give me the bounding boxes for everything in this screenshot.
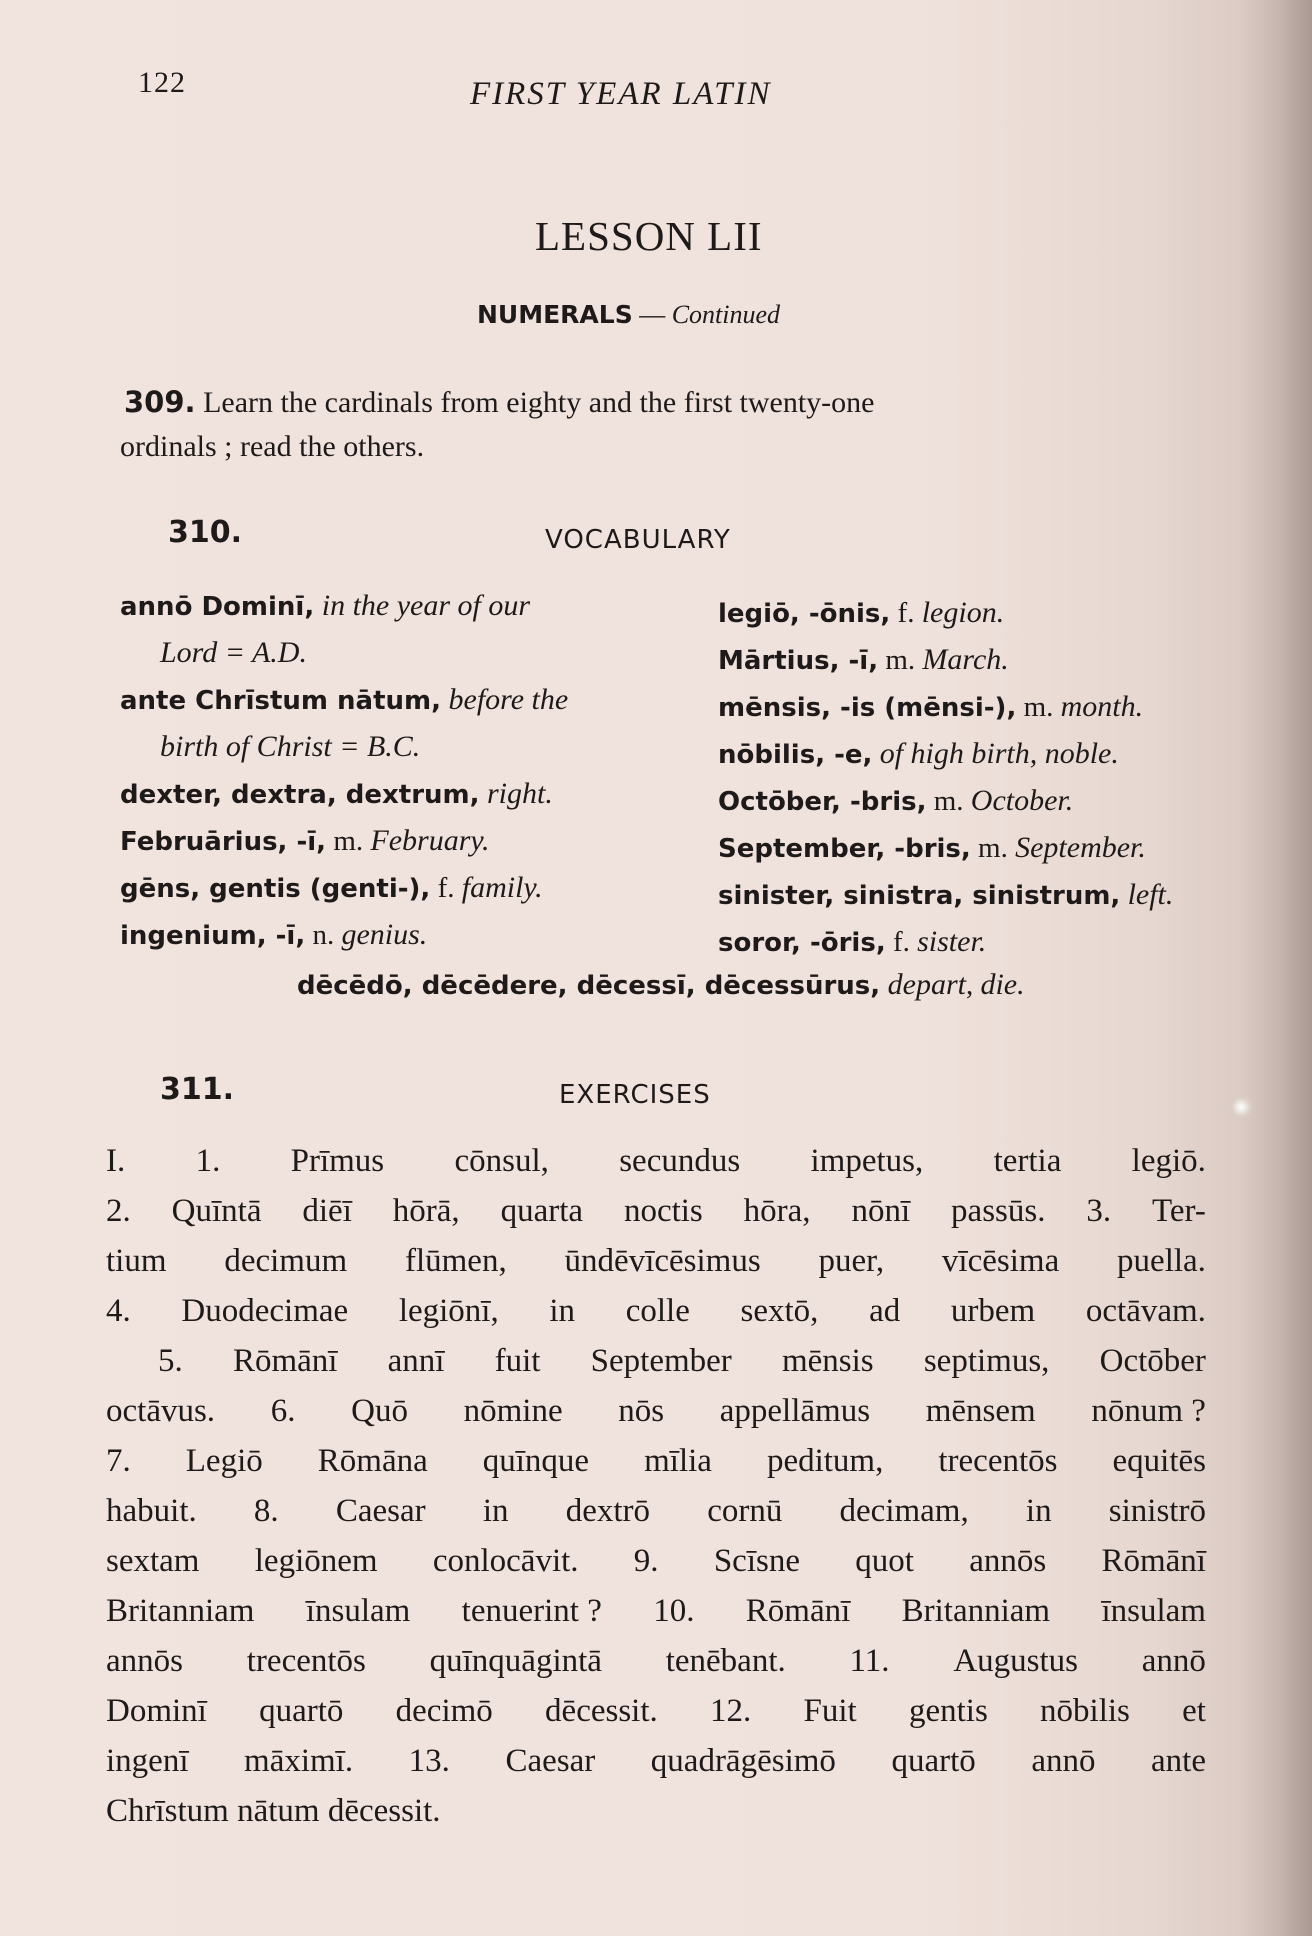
grammar-info: f. [890, 597, 922, 629]
exercise-word: Legiō [185, 1443, 263, 1479]
exercise-word: noctis [623, 1193, 703, 1229]
meaning: September. [1015, 831, 1146, 864]
exercise-word: in [549, 1293, 576, 1329]
exercise-word: māximī. [244, 1743, 354, 1779]
exercise-word: Augustus [953, 1643, 1078, 1679]
exercise-word: ad [869, 1293, 901, 1329]
exercise-word: tenuerint ? [461, 1593, 602, 1629]
exercise-word: 10. [653, 1593, 695, 1629]
exercise-line [106, 1136, 1206, 1186]
exercise-line [106, 1436, 1206, 1486]
exercise-word: Rōmāna [317, 1443, 428, 1479]
exercise-word: septimus, [923, 1343, 1050, 1379]
exercise-word: puer, [818, 1243, 885, 1279]
exercise-word: trecentōs [246, 1643, 366, 1679]
vocabulary-entry [120, 865, 700, 912]
exercise-word: peditum, [766, 1443, 884, 1479]
exercise-line [106, 1186, 1206, 1236]
exercise-line [106, 1236, 1206, 1286]
exercise-word: quartō [891, 1743, 976, 1779]
exercise-word: nōbilis [1040, 1693, 1130, 1729]
exercise-word: Caesar [505, 1743, 596, 1779]
exercise-word: quīnquāgintā [429, 1643, 602, 1679]
exercise-word: Prīmus [290, 1143, 385, 1179]
exercise-word: tertia [993, 1143, 1062, 1179]
exercise-word: Quō [351, 1393, 408, 1429]
grammar-info: m. [878, 644, 923, 676]
meaning: month. [1060, 690, 1144, 723]
exercise-word: conlocāvit. [432, 1543, 579, 1579]
latin-term: September, -bris, [718, 834, 971, 864]
exercise-word: Rōmānī [745, 1593, 851, 1629]
vocabulary-entry [718, 637, 1218, 684]
exercise-word: quarta [500, 1193, 584, 1229]
exercise-word: nōnum ? [1091, 1393, 1206, 1429]
exercise-word: annō [1031, 1743, 1096, 1779]
latin-term: annō Dominī, [120, 592, 315, 622]
latin-term: legiō, -ōnis, [718, 599, 891, 629]
meaning: die. [980, 968, 1025, 1001]
grammar-info: f. [885, 926, 918, 958]
exercise-word: Britanniam [901, 1593, 1051, 1629]
exercise-word: Chrīstum nātum dēcessit. [106, 1793, 441, 1829]
exercise-word: hōrā, [392, 1193, 460, 1229]
vocabulary-entry [120, 724, 700, 771]
exercise-word: mēnsis [781, 1343, 874, 1379]
exercise-word: in [1025, 1493, 1052, 1529]
exercise-word: sextō, [740, 1293, 819, 1329]
exercise-word: Caesar [335, 1493, 426, 1529]
latin-term: soror, -ōris, [718, 928, 886, 958]
vocabulary-entry [120, 630, 700, 677]
meaning: of high birth, noble. [879, 737, 1119, 770]
exercise-word: impetus, [810, 1143, 924, 1179]
exercise-word: in [482, 1493, 509, 1529]
paragraph-text: ordinals ; read the others. [120, 430, 425, 463]
exercise-word: nōmine [463, 1393, 563, 1429]
exercise-word: September [590, 1343, 732, 1379]
exercise-word: decimō [395, 1693, 493, 1729]
grammar-info: f. [430, 872, 462, 904]
grammar-info: n. [305, 919, 342, 951]
exercise-word: ingenī [106, 1743, 189, 1779]
exercise-word: annō [1141, 1643, 1206, 1679]
exercise-word: īnsulam [305, 1593, 411, 1629]
meaning: October. [970, 784, 1074, 817]
exercise-word: octāvus. [106, 1393, 216, 1429]
exercise-word: 4. [106, 1293, 131, 1329]
vocabulary-entry [718, 872, 1218, 919]
vocabulary-center-entry [297, 968, 1025, 1002]
exercise-word: Britanniam [106, 1593, 255, 1629]
exercise-word: quīnque [482, 1443, 590, 1479]
section-number: 311. [160, 1072, 235, 1107]
meaning: family. [461, 871, 543, 904]
grammar-info: m. [1016, 691, 1061, 723]
vocabulary-right-column [718, 590, 1218, 966]
meaning: legion. [921, 596, 1005, 629]
latin-term: ingenium, -ī, [120, 921, 306, 951]
exercise-word: legiōnī, [398, 1293, 499, 1329]
exercise-line [106, 1736, 1206, 1786]
exercise-word: Dominī [106, 1693, 207, 1729]
paragraph-text: Learn the cardinals from eighty and the first twenty-one [195, 386, 875, 419]
meaning: birth of Christ = B.C. [160, 730, 421, 763]
exercise-word: annōs [106, 1643, 183, 1679]
grammar-info: m. [326, 825, 371, 857]
exercise-word: 9. [633, 1543, 659, 1579]
vocabulary-entry [718, 684, 1218, 731]
exercises-text [106, 1136, 1206, 1836]
exercise-word: 8. [253, 1493, 279, 1529]
running-head: FIRST YEAR LATIN [470, 76, 772, 112]
exercise-line [106, 1286, 1206, 1336]
meaning: genius. [341, 918, 428, 951]
binding-shadow [1242, 0, 1312, 1936]
meaning: sister. [917, 925, 987, 958]
meaning: left. [1127, 878, 1174, 911]
lesson-title: LESSON LII [535, 213, 763, 259]
exercise-word: Ter- [1152, 1193, 1206, 1229]
exercise-word: quadrāgēsimō [650, 1743, 836, 1779]
exercise-word: trecentōs [938, 1443, 1058, 1479]
vocabulary-entry [718, 590, 1218, 637]
exercise-line [106, 1686, 1206, 1736]
exercise-word: Fuit [803, 1693, 857, 1729]
page-number: 122 [138, 66, 186, 99]
exercise-line [106, 1586, 1206, 1636]
meaning: depart [880, 968, 966, 1001]
paragraph-309 [120, 380, 1224, 469]
latin-term: Octōber, -bris, [718, 787, 927, 817]
section-title [477, 300, 780, 330]
exercise-word: ūndēvīcēsimus [564, 1243, 761, 1279]
exercise-word: et [1182, 1693, 1206, 1729]
meaning: right. [479, 777, 553, 810]
vocabulary-entry [718, 731, 1218, 778]
grammar-info: m. [970, 832, 1016, 864]
exercise-word: tium [106, 1243, 167, 1279]
exercise-word: 7. [106, 1443, 131, 1479]
exercise-word: legiō. [1131, 1143, 1206, 1179]
grammar-info [1120, 879, 1127, 911]
latin-term: Februārius, -ī, [120, 827, 327, 857]
exercise-word: 12. [710, 1693, 752, 1729]
exercise-word: passūs. [951, 1193, 1046, 1229]
vocabulary-entry [718, 919, 1218, 966]
exercise-word: quartō [259, 1693, 344, 1729]
meaning: in the year of our [314, 589, 531, 622]
vocabulary-entry [120, 912, 700, 959]
vocabulary-heading: VOCABULARY [545, 525, 731, 555]
exercise-word: secundus [619, 1143, 741, 1179]
latin-term: nōbilis, -e, [718, 740, 873, 770]
exercise-word: Scīsne [713, 1543, 800, 1579]
exercise-line [106, 1786, 1206, 1836]
exercise-word: tenēbant. [665, 1643, 786, 1679]
latin-term: gēns, gentis (genti-), [120, 874, 431, 904]
exercise-word: urbem [950, 1293, 1036, 1329]
latin-term: dēcēdō, dēcēdere, dēcessī, dēcessūrus, [297, 971, 881, 1001]
exercise-word: 13. [408, 1743, 450, 1779]
vocabulary-entry [120, 771, 700, 818]
exercise-word: puella. [1117, 1243, 1206, 1279]
exercise-word: I. [106, 1143, 126, 1179]
section-title-italic: Continued [671, 300, 781, 329]
exercise-word: gentis [908, 1693, 988, 1729]
exercise-word: equitēs [1112, 1443, 1206, 1479]
exercise-word: mīlia [644, 1443, 712, 1479]
exercise-word: annī [387, 1343, 445, 1379]
exercise-word: mēnsem [925, 1393, 1036, 1429]
exercise-word: octāvam. [1085, 1293, 1206, 1329]
grammar-info [872, 738, 879, 770]
exercise-word: sinistrō [1108, 1493, 1206, 1529]
exercises-heading: EXERCISES [559, 1080, 711, 1110]
exercise-word: decimum [224, 1243, 348, 1279]
separator: , [965, 969, 981, 1001]
exercise-line [106, 1336, 1206, 1386]
exercise-word: dēcessit. [545, 1693, 658, 1729]
vocabulary-entry [120, 677, 700, 724]
exercise-word: hōra, [743, 1193, 811, 1229]
exercise-line [106, 1486, 1206, 1536]
grammar-info: m. [926, 785, 971, 817]
exercise-word: cornū [707, 1493, 783, 1529]
exercise-word: nōs [618, 1393, 665, 1429]
section-title-bold: NUMERALS [477, 300, 633, 329]
exercise-word: fuit [494, 1343, 541, 1379]
exercise-line [106, 1536, 1206, 1586]
exercise-word: sextam [106, 1543, 200, 1579]
exercise-word: quot [855, 1543, 914, 1579]
vocabulary-entry [120, 583, 700, 630]
exercise-word: Rōmānī [232, 1343, 338, 1379]
vocabulary-left-column [120, 583, 700, 959]
latin-term: sinister, sinistra, sinistrum, [718, 881, 1121, 911]
exercise-word: flūmen, [404, 1243, 507, 1279]
exercise-word: diēī [302, 1193, 352, 1229]
paragraph-number: 309. [124, 385, 196, 419]
exercise-word: colle [625, 1293, 690, 1329]
section-number: 310. [168, 515, 243, 550]
exercise-line [106, 1636, 1206, 1686]
exercise-word: habuit. [106, 1493, 197, 1529]
latin-term: dexter, dextra, dextrum, [120, 780, 480, 810]
exercise-word: ante [1151, 1743, 1206, 1779]
latin-term: mēnsis, -is (mēnsi-), [718, 693, 1017, 723]
exercise-word: appellāmus [719, 1393, 871, 1429]
vocabulary-entry [718, 778, 1218, 825]
exercise-word: 2. [106, 1193, 131, 1229]
exercise-word: 11. [849, 1643, 890, 1679]
section-title-dash: — [632, 300, 672, 329]
exercise-word: nōnī [851, 1193, 911, 1229]
meaning: February. [370, 824, 490, 857]
exercise-word: vīcēsima [941, 1243, 1060, 1279]
exercise-word: cōnsul, [454, 1143, 549, 1179]
exercise-word: 1. [195, 1143, 221, 1179]
exercise-word: Duodecimae [181, 1293, 349, 1329]
exercise-word: annōs [969, 1543, 1047, 1579]
exercise-word: īnsulam [1101, 1593, 1206, 1629]
meaning: March. [922, 643, 1009, 676]
exercise-word: 5. [158, 1343, 183, 1379]
latin-term: Mārtius, -ī, [718, 646, 879, 676]
exercise-word: 3. [1086, 1193, 1112, 1229]
exercise-word: decimam, [839, 1493, 969, 1529]
meaning: before the [441, 683, 569, 716]
paper-speck [1228, 1096, 1254, 1118]
exercise-word: dextrō [565, 1493, 651, 1529]
exercise-word: Rōmānī [1101, 1543, 1206, 1579]
vocabulary-entry [120, 818, 700, 865]
exercise-word: 6. [270, 1393, 296, 1429]
exercise-word: Quīntā [171, 1193, 262, 1229]
meaning: Lord = A.D. [160, 636, 307, 669]
exercise-line [106, 1386, 1206, 1436]
latin-term: ante Chrīstum nātum, [120, 686, 442, 716]
vocabulary-entry [718, 825, 1218, 872]
exercise-word: Octōber [1099, 1343, 1206, 1379]
exercise-word: legiōnem [254, 1543, 378, 1579]
